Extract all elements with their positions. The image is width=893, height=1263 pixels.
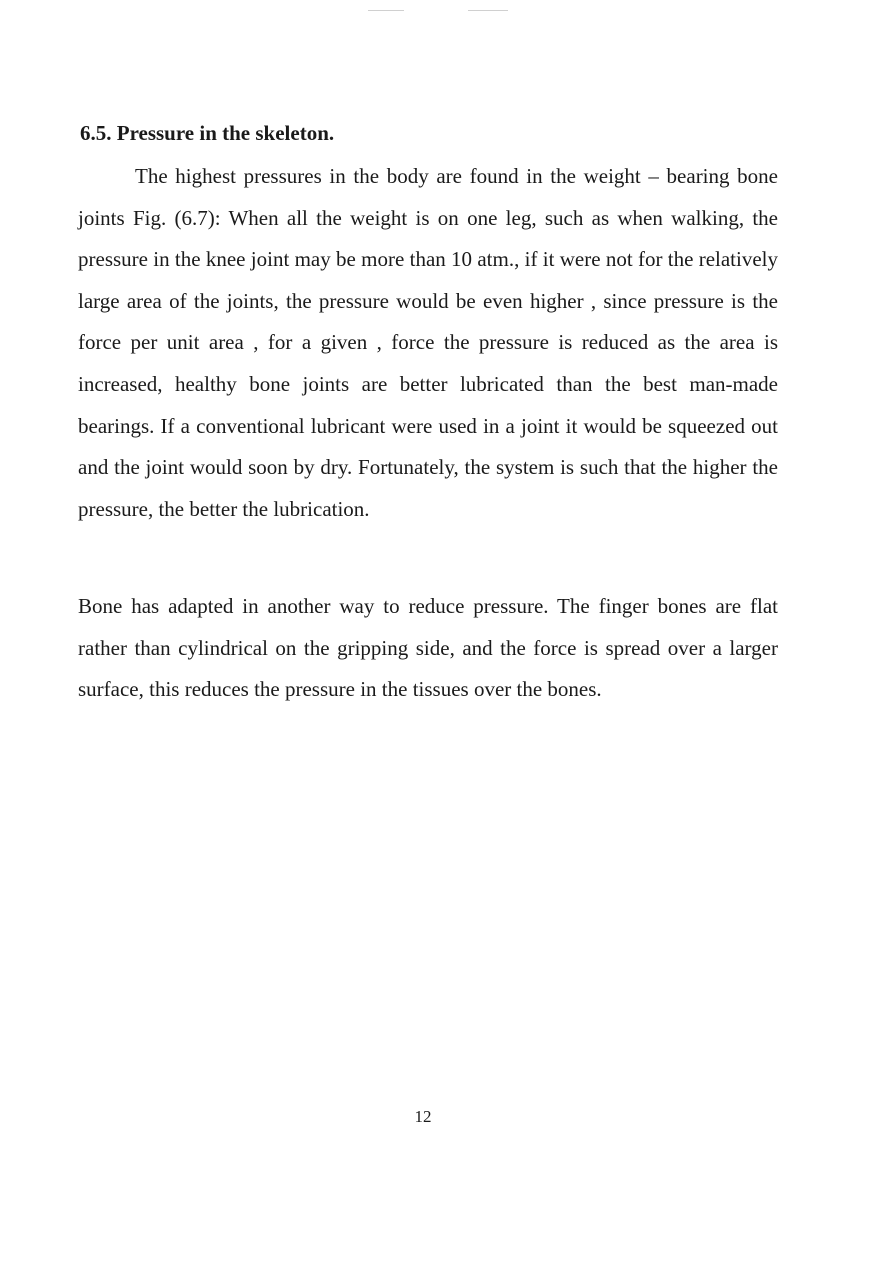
scan-artifact <box>368 10 404 11</box>
page-number: 12 <box>414 1107 432 1126</box>
scan-artifact <box>468 10 508 11</box>
body-paragraph: The highest pressures in the body are found in the weight – bearing bone joints Fig. (6.7): When all the weight is on one leg, such as when walking, the pressure in the knee joint may be more than 10 atm., if it were not for the relatively large area of the joints, the pressure would be even higher , since pressure is the force per unit area , for a given , force the pressure is reduced as the area is increased, healthy bone joints are better lubricated than the best man-made bearings. If a conventional lubricant were used in a joint it would be squeezed out and the joint would soon by dry. Fortunately, the system is such that the higher the pressure, the better the lubrication. <box>78 164 778 521</box>
body-paragraph: Bone has adapted in another way to reduce pressure. The finger bones are flat rather than cylindrical on the gripping side, and the force is spread over a larger surface, this reduces the pressure in the tissues over the bones. <box>78 594 778 702</box>
section-heading: 6.5. Pressure in the skeleton. <box>80 121 335 145</box>
